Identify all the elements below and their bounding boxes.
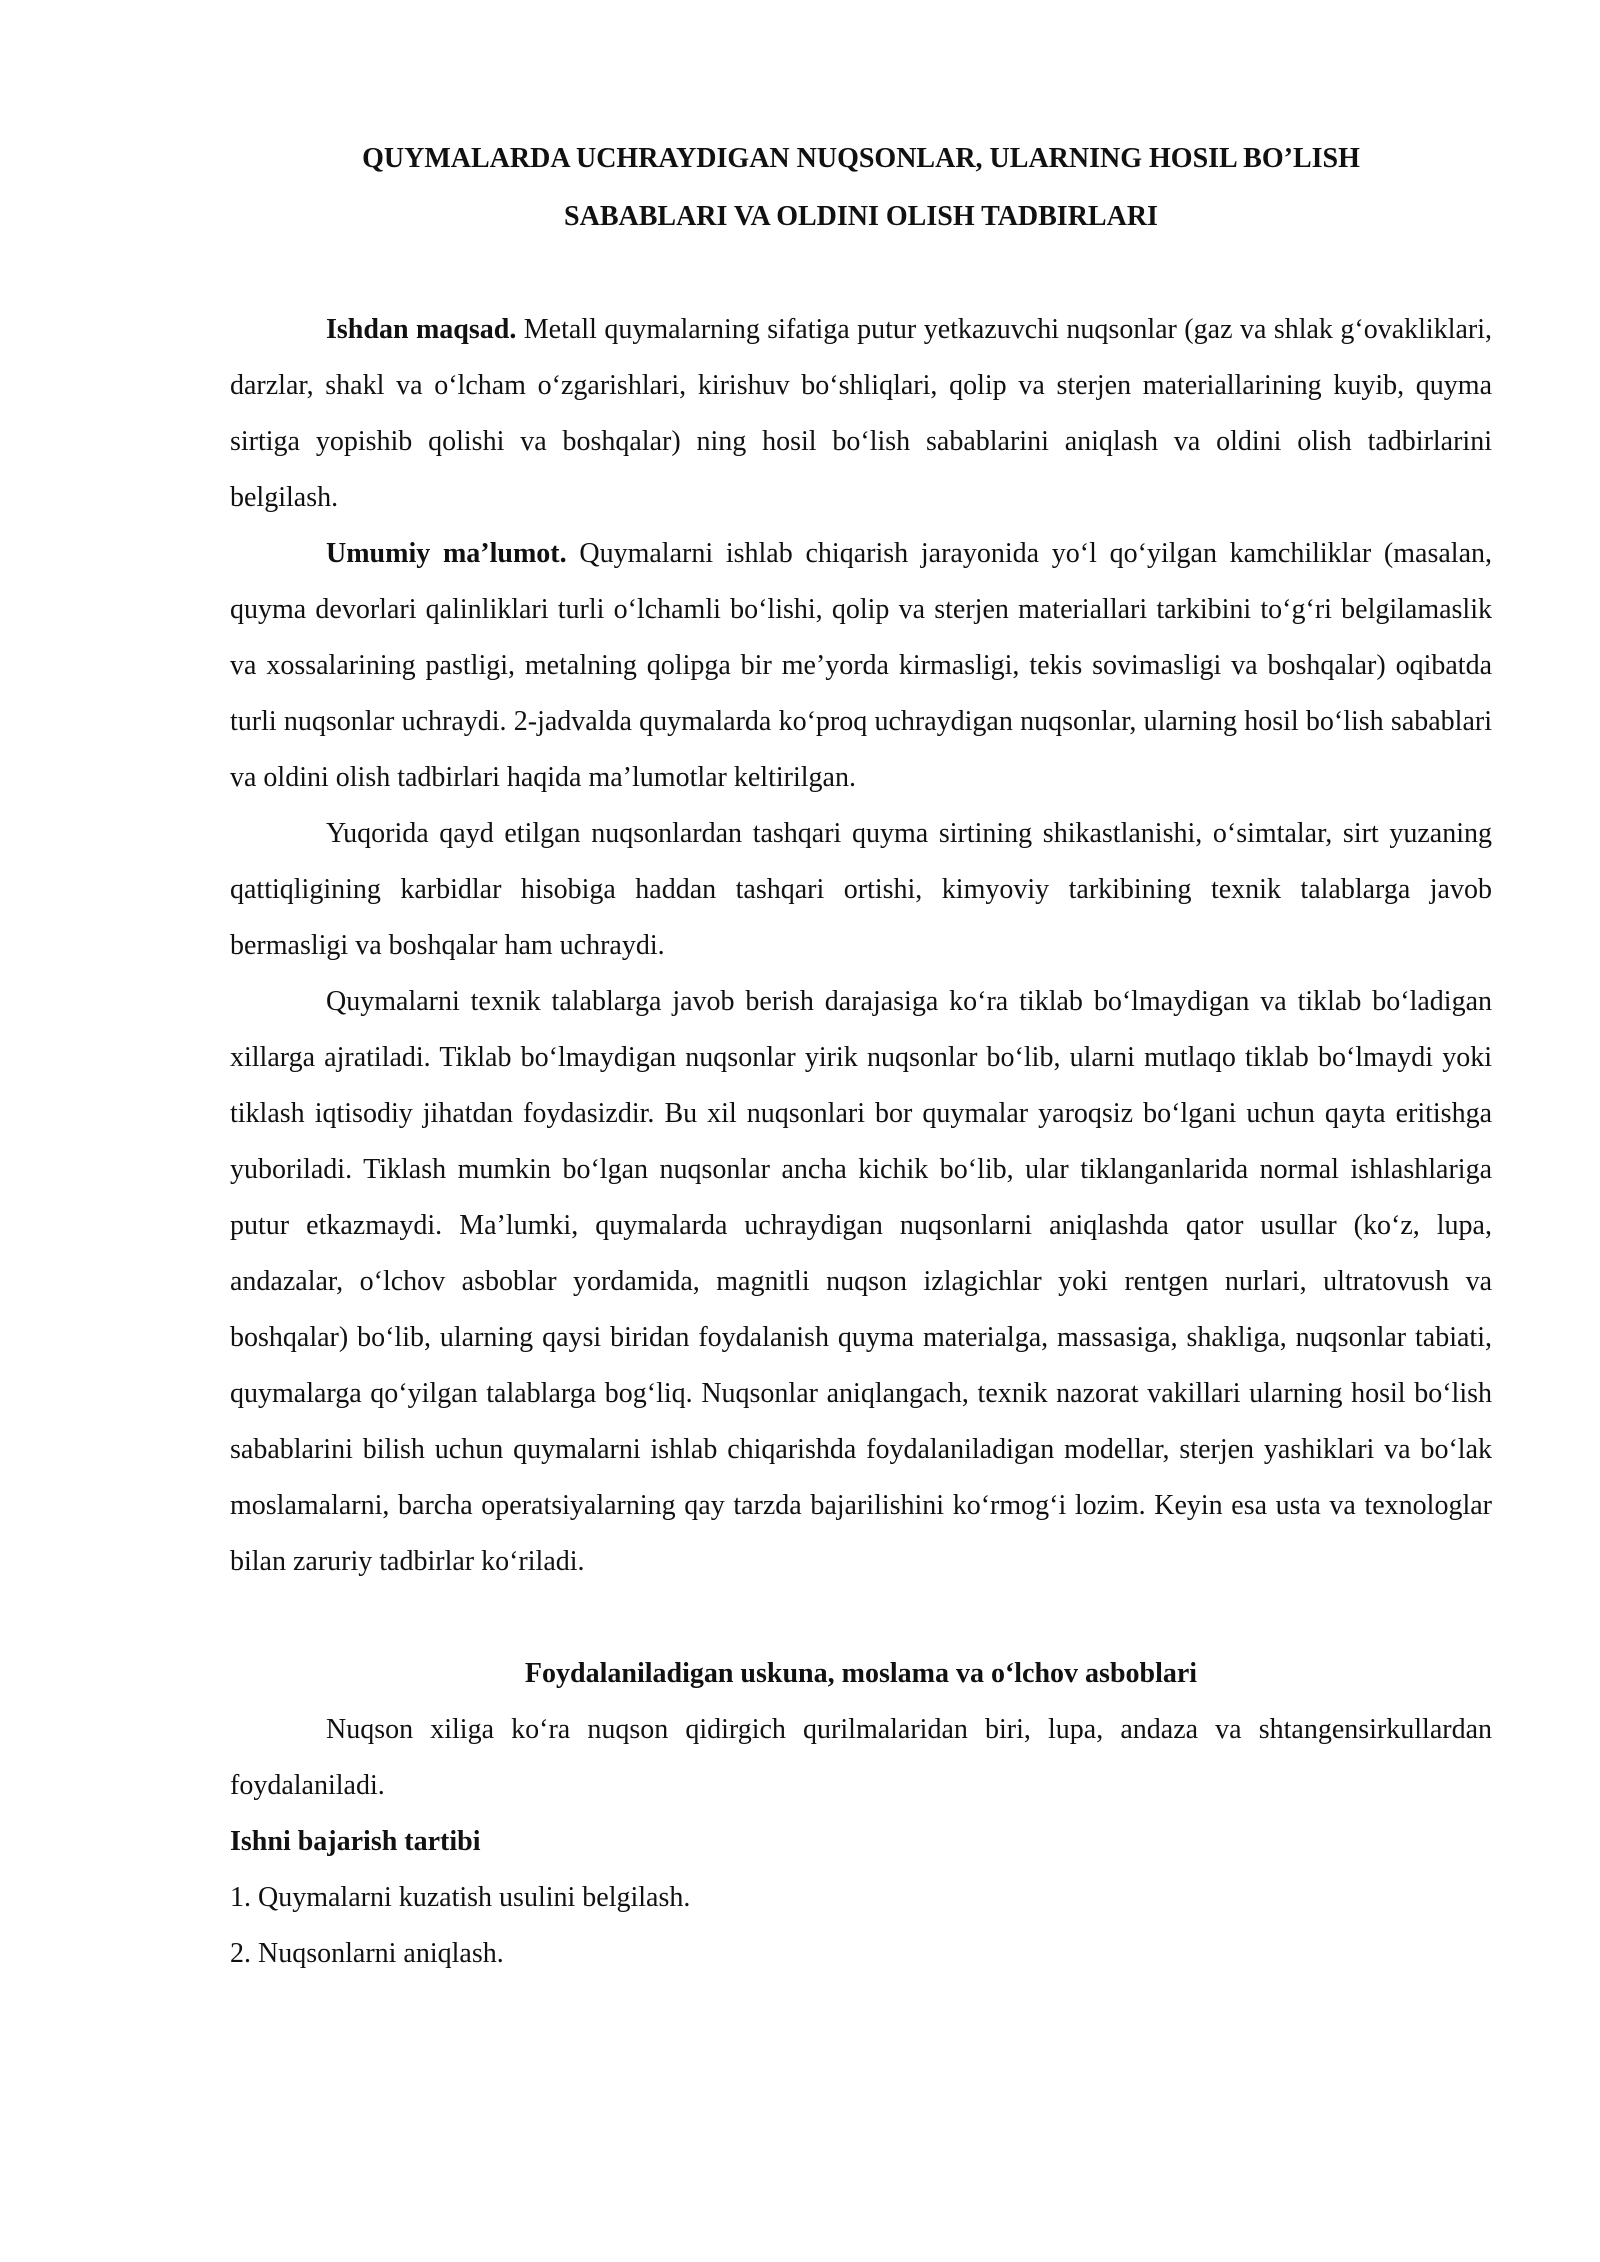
procedure-step-1: 1. Quymalarni kuzatish usulini belgilash. — [230, 1882, 691, 1913]
purpose-paragraph — [230, 302, 1492, 526]
spacer — [230, 1590, 1492, 1646]
purpose-label: Ishdan maqsad. — [326, 314, 517, 345]
procedure-heading: Ishni bajarish tartibi — [230, 1826, 481, 1857]
document-page — [230, 130, 1492, 1982]
document-title-line-1: QUYMALARDA UCHRAYDIGAN NUQSONLAR, ULARNING HOSIL BO’LISH — [362, 143, 1360, 174]
spacer — [230, 246, 1492, 302]
general-info-paragraph — [230, 526, 1492, 806]
document-title-line-2: SABABLARI VA OLDINI OLISH TADBIRLARI — [564, 201, 1158, 232]
equipment-paragraph: Nuqson xiliga ko‘ra nuqson qidirgich qurilmalaridan biri, lupa, andaza va shtangensirkullardan foydalaniladi. — [230, 1714, 1492, 1801]
procedure-step-2: 2. Nuqsonlarni aniqlash. — [230, 1938, 504, 1969]
general-info-label: Umumiy ma’lumot. — [326, 538, 567, 569]
purpose-text: Metall quymalarning sifatiga putur yetkazuvchi nuqsonlar (gaz va shlak g‘ovakliklari, darzlar, shakl va o‘lcham o‘zgarishlari, kirishuv bo‘shliqlari, qolip va sterjen materiallarining kuyib, quyma sirtiga yopishib qolishi va boshqalar) ning hosil bo‘lish sabablarini aniqlash va oldini olish tadbirlarini belgilash. — [230, 314, 1492, 513]
general-info-text: Quymalarni ishlab chiqarish jarayonida yo‘l qo‘yilgan kamchiliklar (masalan, quyma devorlari qalinliklari turli o‘lchamli bo‘lishi, qolip va sterjen materiallari tarkibini to‘g‘ri belgilamaslik va xossalarining pastligi, metalning qolipga bir me’yorda kirmasligi, tekis sovimasligi va boshqalar) oqibatda turli nuqsonlar uchraydi. 2-jadvalda quymalarda ko‘proq uchraydigan nuqsonlar, ularning hosil bo‘lish sabablari va oldini olish tadbirlari haqida ma’lumotlar keltirilgan. — [230, 538, 1492, 793]
other-defects-paragraph: Yuqorida qayd etilgan nuqsonlardan tashqari quyma sirtining shikastlanishi, o‘simtalar, sirt yuzaning qattiqligining karbidlar hisobiga haddan tashqari ortishi, kimyoviy tarkibining texnik talablarga javob bermasligi va boshqalar ham uchraydi. — [230, 818, 1492, 961]
classification-paragraph: Quymalarni texnik talablarga javob berish darajasiga ko‘ra tiklab bo‘lmaydigan va tiklab bo‘ladigan xillarga ajratiladi. Tiklab bo‘lmaydigan nuqsonlar yirik nuqsonlar bo‘lib, ularni mutlaqo tiklab bo‘lmaydi yoki tiklash iqtisodiy jihatdan foydasizdir. Bu xil nuqsonlari bor quymalar yaroqsiz bo‘lgani uchun qayta eritishga yuboriladi. Tiklash mumkin bo‘lgan nuqsonlar ancha kichik bo‘lib, ular tiklanganlarida normal ishlashlariga putur etkazmaydi. Ma’lumki, quymalarda uchraydigan nuqsonlarni aniqlashda qator usullar (ko‘z, lupa, andazalar, o‘lchov asboblar yordamida, magnitli nuqson izlagichlar yoki rentgen nurlari, ultratovush va boshqalar) bo‘lib, ularning qaysi biridan foydalanish quyma materialga, massasiga, shakliga, nuqsonlar tabiati, quymalarga qo‘yilgan talablarga bog‘liq. Nuqsonlar aniqlangach, texnik nazorat vakillari ularning hosil bo‘lish sabablarini bilish uchun quymalarni ishlab chiqarishda foydalaniladigan modellar, sterjen yashiklari va bo‘lak moslamalarni, barcha operatsiyalarning qay tarzda bajarilishini ko‘rmog‘i lozim. Keyin esa usta va texnologlar bilan zaruriy tadbirlar ko‘riladi. — [230, 986, 1492, 1577]
equipment-heading: Foydalaniladigan uskuna, moslama va o‘lchov asboblari — [524, 1658, 1198, 1689]
